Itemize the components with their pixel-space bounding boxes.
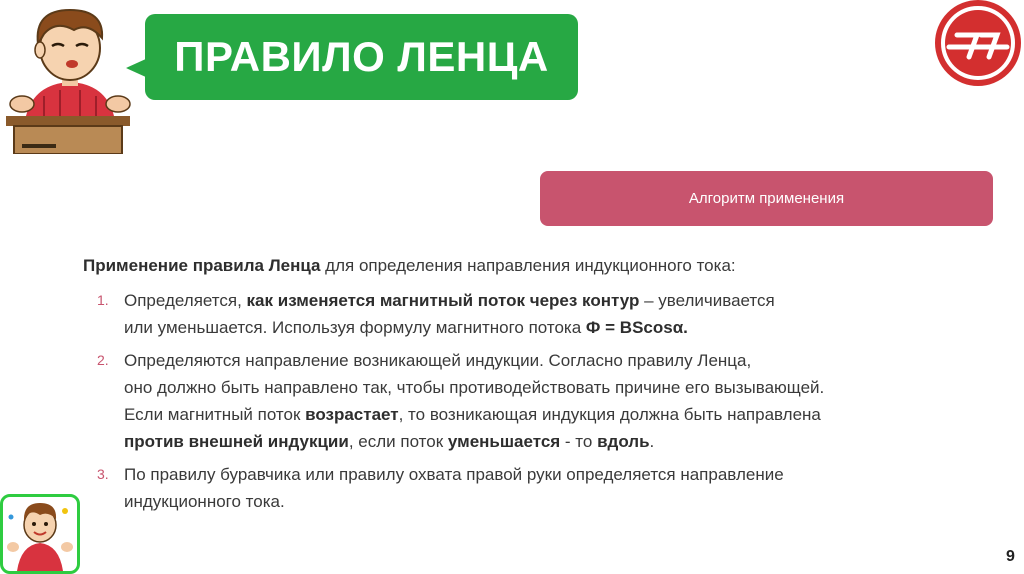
intro-text	[83, 252, 943, 279]
intro-rest: для определения направления индукционного тока:	[320, 256, 736, 275]
step2-bold-increase: возрастает	[305, 405, 399, 424]
step2-bold-along: вдоль	[597, 432, 650, 451]
step-number: 1.	[97, 292, 109, 308]
steps-list	[83, 287, 943, 515]
step2-line-1: Определяются направление возникающей индукции. Согласно правилу Ленца,	[124, 351, 752, 370]
brand-logo-icon	[935, 0, 1021, 86]
page-title-box	[145, 14, 578, 100]
algorithm-button[interactable]: Алгоритм применения	[540, 171, 993, 226]
page-number: 9	[1006, 548, 1015, 565]
step2-text-b: , то возникающая индукция должна быть направлена	[398, 405, 821, 424]
content-body	[83, 252, 943, 521]
step1-text-b: – увеличивается	[639, 291, 775, 310]
mascot-thumbnail-icon	[3, 497, 77, 571]
step2-line-2: оно должно быть направлено так, чтобы противодействовать причине его вызывающей.	[124, 378, 825, 397]
step-number: 2.	[97, 352, 109, 368]
step2-text-c: , если поток	[348, 432, 448, 451]
step1-formula: Ф = BScosα.	[585, 318, 688, 337]
step1-bold-a: как изменяется магнитный поток через контур	[246, 291, 640, 310]
step2-text-d: - то	[560, 432, 598, 451]
teacher-mascot-icon	[4, 4, 144, 154]
step3-line-2: индукционного тока.	[124, 492, 285, 511]
step2-bold-against: против внешней индукции	[124, 432, 349, 451]
step2-bold-decrease: уменьшается	[447, 432, 561, 451]
step2-text-e: .	[649, 432, 655, 451]
step3-line-1: По правилу буравчика или правилу охвата правой руки определяется направление	[124, 465, 784, 484]
mascot-thumbnail[interactable]	[0, 494, 80, 574]
list-item	[83, 287, 943, 341]
step2-text-a: Если магнитный поток	[124, 405, 306, 424]
list-item	[83, 461, 943, 515]
intro-bold: Применение правила Ленца	[83, 256, 321, 275]
list-item	[83, 347, 943, 455]
step1-text-c: или уменьшается. Используя формулу магнитного потока	[124, 318, 586, 337]
step-number: 3.	[97, 466, 109, 482]
page-title: ПРАВИЛО ЛЕНЦА	[174, 33, 549, 80]
step1-text-a: Определяется,	[124, 291, 247, 310]
